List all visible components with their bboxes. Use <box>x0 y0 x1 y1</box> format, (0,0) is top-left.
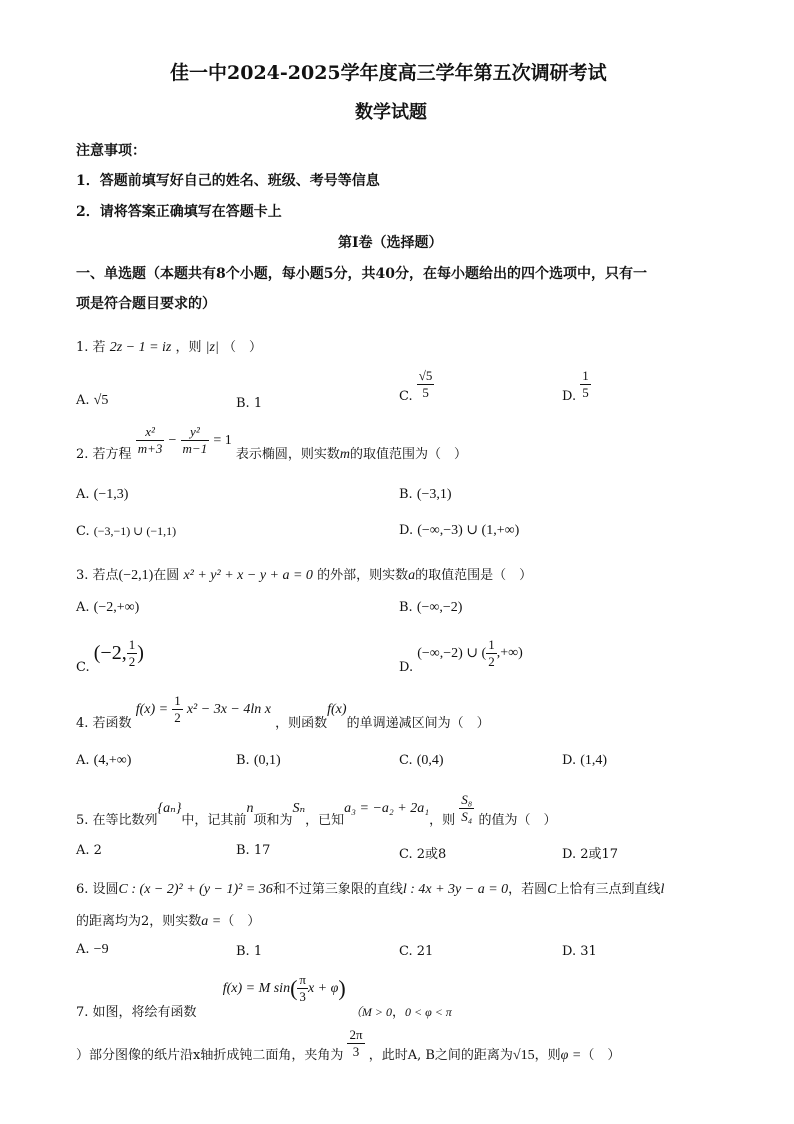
question-7-line2: ）部分图像的纸片沿x轴折成钝二面角，夹角为 $\frac{2\pi}{3}$ ，此时A, B之间的距离为√15，则φ =（ ） <box>76 1027 621 1063</box>
q4-option-a[interactable]: A. (4,+∞) <box>76 753 132 768</box>
q3-circle-equation: x² + y² + x − y + a = 0 <box>183 568 313 583</box>
q3-option-a[interactable]: A. (−2,+∞) <box>76 600 140 615</box>
q5-option-c[interactable]: C. 2或8 <box>399 847 447 862</box>
q2-fraction-y: $\frac{\text{y²}}{m-1}$ <box>182 424 208 456</box>
q7-angle-fraction: $\frac{2\pi}{3}$ <box>349 1027 363 1059</box>
q2-option-d[interactable]: D. (−∞,−3) ∪ (1,+∞) <box>399 523 520 538</box>
q1-suffix: （ ） <box>222 340 262 355</box>
q6-line: l : 4x + 3y − a = 0 <box>402 882 509 897</box>
q1-prefix: 1. 若 <box>76 340 106 355</box>
q3-option-d[interactable]: D. (−∞,−2) ∪ ( $\frac{1}{2}$ ,+∞) <box>399 637 523 675</box>
exam-title: 佳一中2024-2025学年度高三学年第五次调研考试 <box>170 62 607 84</box>
q3-option-c[interactable]: C. (−2, $\frac{1}{2}$ ) <box>76 637 144 675</box>
question-4: 4. 若函数 f(x) = $\frac{1}{2}$ x² − 3x − 4ln x ，则函数f(x)的单调递减区间为（ ） <box>76 693 490 731</box>
q1-option-c[interactable]: C. $\frac{√5}{5}$ <box>399 368 433 404</box>
question-3: 3. 若点(−2,1)在圆 x² + y² + x − y + a = 0 的外部，则实数a的取值范围是（ ） <box>76 568 533 583</box>
q6-option-b[interactable]: B. 1 <box>236 944 263 959</box>
notes-heading: 注意事项： <box>76 143 146 159</box>
q2-option-a[interactable]: A. (−1,3) <box>76 487 129 502</box>
q4-option-c[interactable]: C. (0,4) <box>399 753 444 768</box>
question-1 <box>76 336 262 356</box>
q1-option-a[interactable]: A. √5 <box>76 393 109 408</box>
q2-option-b[interactable]: B. (−3,1) <box>399 487 452 502</box>
q3-option-b[interactable]: B. (−∞,−2) <box>399 600 463 615</box>
q2-option-c[interactable]: C. (−3,−1) ∪ (−1,1) <box>76 524 177 539</box>
exam-subtitle: 数学试题 <box>355 102 427 123</box>
q4-half-fraction: $\frac{1}{2}$ <box>174 693 181 725</box>
q5-ratio: $\frac{\text{S₈}}{\text{S₄}}$ <box>461 792 473 824</box>
q1-option-d[interactable]: D. $\frac{1}{5}$ <box>562 368 589 404</box>
q6-circle: C : (x − 2)² + (y − 1)² = 36 <box>118 882 273 897</box>
q6-option-c[interactable]: C. 21 <box>399 944 434 959</box>
question-5: 5. 在等比数列{aₙ}中，记其前n项和为Sₙ，已知a₃ = −a₂ + 2a₁，则 $\frac{\text{S₈}}{\text{S₄}}$ 的值为（ ） <box>76 792 557 828</box>
q5-option-a[interactable]: A. 2 <box>76 843 102 858</box>
q3-d-fraction: $\frac{1}{2}$ <box>488 637 495 669</box>
q6-option-a[interactable]: A. −9 <box>76 942 109 957</box>
question-6-line2: 的距离均为2，则实数a =（ ） <box>76 914 261 929</box>
volume-heading: 第I卷（选择题） <box>338 235 443 251</box>
q1-abs: |z| <box>205 340 219 355</box>
q1-c-fraction: $\frac{√5}{5}$ <box>418 368 433 400</box>
q7-pi-fraction: $\frac{\pi}{3}$ <box>299 972 306 1004</box>
q3-c-fraction: $\frac{1}{2}$ <box>128 637 136 669</box>
q4-option-d[interactable]: D. (1,4) <box>562 753 608 768</box>
q1-a-value: √5 <box>93 393 109 408</box>
q1-d-fraction: $\frac{1}{5}$ <box>582 368 589 400</box>
q5-option-b[interactable]: B. 17 <box>236 843 271 858</box>
q1-equation: 2z − 1 = iz <box>109 340 172 355</box>
question-7: 7. 如图，将绘有函数 f(x) = M sin( $\frac{\pi}{3}$ x + φ) （M > 0，0 < φ < π <box>76 972 452 1020</box>
question-6: 6. 设圆C : (x − 2)² + (y − 1)² = 36和不过第三象限的直线l : 4x + 3y − a = 0，若圆C上恰有三点到直线l <box>76 882 665 897</box>
notes-item-2: 2．请将答案正确填写在答题卡上 <box>76 204 282 220</box>
part-heading-line1: 一、单选题（本题共有8个小题，每小题5分，共40分，在每小题给出的四个选项中，只有一 <box>76 266 647 282</box>
q4-option-b[interactable]: B. (0,1) <box>236 753 281 768</box>
q5-option-d[interactable]: D. 2或17 <box>562 847 619 862</box>
q1-mid: ，则 <box>175 340 202 355</box>
part-heading-line2: 项是符合题目要求的） <box>76 296 216 312</box>
q2-fraction-x: $\frac{\text{x²}}{m+3}$ <box>137 424 163 456</box>
q1-option-b[interactable]: B. 1 <box>236 396 263 411</box>
question-2: 2. 若方程 $\frac{\text{x²}}{m+3}$ − $\frac{\text{y²}}{m-1}$ = 1 表示椭圆，则实数m的取值范围为（ ） <box>76 424 468 462</box>
q6-option-d[interactable]: D. 31 <box>562 944 597 959</box>
notes-item-1: 1．答题前填写好自己的姓名、班级、考号等信息 <box>76 173 380 189</box>
